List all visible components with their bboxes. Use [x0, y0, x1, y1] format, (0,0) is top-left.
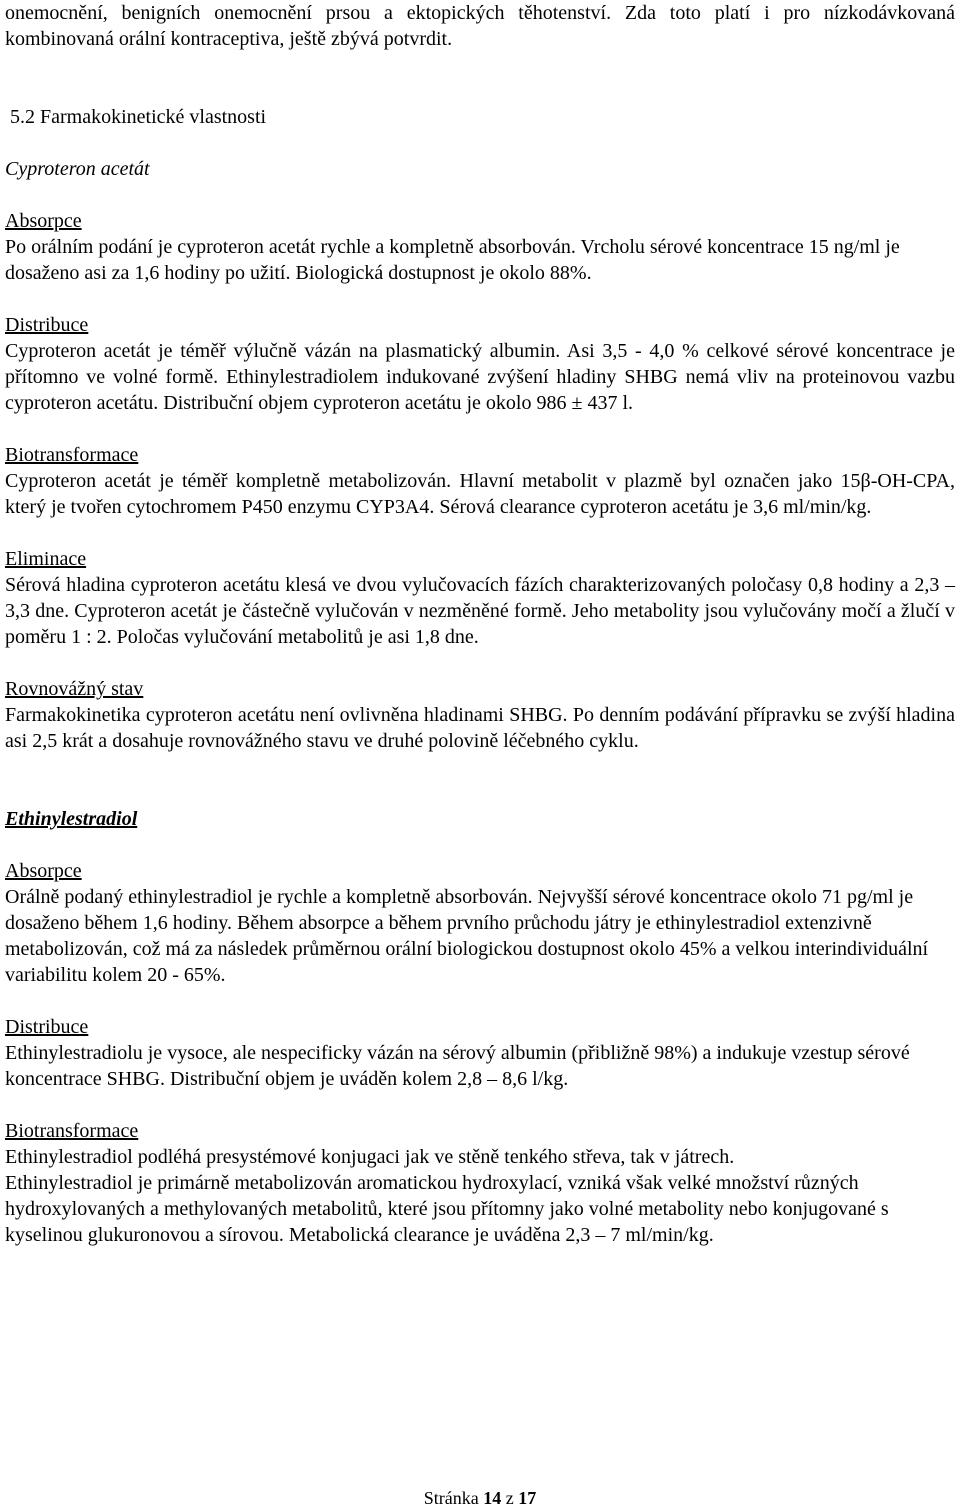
- footer-prefix: Stránka: [423, 1488, 479, 1508]
- footer-page-number: 14: [483, 1488, 502, 1508]
- cyp-rovnovazny-text: Farmakokinetika cyproteron acetátu není ovlivněna hladinami SHBG. Po denním podávání přípravku se zvýší hladina asi 2,5 krát a dosahuje rovnovážného stavu ve druhé polovině léčebného cyklu.: [5, 704, 955, 752]
- ee-biotransformace-heading: Biotransformace: [5, 1120, 139, 1142]
- ee-biotransformace-line2: Ethinylestradiol je primárně metabolizován aromatickou hydroxylací, vzniká však velké množství různých hydroxylovaných a methylovaných metabolitů, které jsou přítomny jako volné metabolity nebo konjugované s kyselinou glukuronovou a sírovou. Metabolická clearance je uváděna 2,3 – 7 ml/min/kg.: [5, 1172, 889, 1246]
- footer-page-total: 17: [518, 1488, 537, 1508]
- footer-separator: z: [505, 1488, 514, 1508]
- cyp-eliminace-text: Sérová hladina cyproteron acetátu klesá ve dvou vylučovacích fázích charakterizovaných poločasy 0,8 hodiny a 2,3 – 3,3 dne. Cyproteron acetát je částečně vylučován v nezměněné formě. Jeho metabolity jsou vylučovány močí a žlučí v poměru 1 : 2. Poločas vylučování metabolitů je asi 1,8 dne.: [5, 574, 955, 648]
- ee-absorpce-heading: Absorpce: [5, 860, 82, 882]
- cyp-absorpce-heading: Absorpce: [5, 210, 82, 232]
- cyp-biotransformace-text: Cyproteron acetát je téměř kompletně metabolizován. Hlavní metabolit v plazmě byl označen jako 15β-OH-CPA, který je tvořen cytochromem P450 enzymu CYP3A4. Sérová clearance cyproteron acetátu je 3,6 ml/min/kg.: [5, 470, 955, 518]
- page-footer: [0, 1488, 960, 1508]
- ee-biotransformace-line1: Ethinylestradiol podléhá presystémové konjugaci jak ve stěně tenkého střeva, tak v játrech.: [5, 1146, 735, 1168]
- cyp-rovnovazny-heading: Rovnovážný stav: [5, 678, 144, 700]
- intro-paragraph: onemocnění, benigních onemocnění prsou a ektopických těhotenství. Zda toto platí i pro nízkodávkovaná kombinovaná orální kontraceptiva, ještě zbývá potvrdit.: [5, 2, 955, 50]
- cyp-distribuce-heading: Distribuce: [5, 314, 89, 336]
- document-page: [5, 0, 955, 1248]
- section-title: 5.2 Farmakokinetické vlastnosti: [10, 106, 267, 128]
- cyp-distribuce-text: Cyproteron acetát je téměř výlučně vázán na plasmatický albumin. Asi 3,5 - 4,0 % celkové sérové koncentrace je přítomno ve volné formě. Ethinylestradiolem indukované zvýšení hladiny SHBG nemá vliv na proteinovou vazbu cyproteron acetátu. Distribuční objem cyproteron acetátu je okolo 986 ± 437 l.: [5, 340, 955, 414]
- cyp-eliminace-heading: Eliminace: [5, 548, 87, 570]
- ee-absorpce-text: Orálně podaný ethinylestradiol je rychle a kompletně absorbován. Nejvyšší sérové koncentrace okolo 71 pg/ml je dosaženo během 1,6 hodiny. Během absorpce a během prvního průchodu játry je ethinylestradiol extenzivně metabolizován, což má za následek průměrnou orální biologickou dostupnost okolo 45% a velkou interindividuální variabilitu kolem 20 - 65%.: [5, 886, 929, 986]
- ee-distribuce-text: Ethinylestradiolu je vysoce, ale nespecificky vázán na sérový albumin (přibližně 98%) a indukuje vzestup sérové koncentrace SHBG. Distribuční objem je uváděn kolem 2,8 – 8,6 l/kg.: [5, 1042, 910, 1090]
- ethinylestradiol-title: Ethinylestradiol: [5, 808, 138, 830]
- cyproteron-title: Cyproteron acetát: [5, 158, 150, 180]
- cyp-absorpce-text: Po orálním podání je cyproteron acetát rychle a kompletně absorbován. Vrcholu sérové koncentrace 15 ng/ml je dosaženo asi za 1,6 hodiny po užití. Biologická dostupnost je okolo 88%.: [5, 236, 900, 284]
- cyp-biotransformace-heading: Biotransformace: [5, 444, 139, 466]
- ee-distribuce-heading: Distribuce: [5, 1016, 89, 1038]
